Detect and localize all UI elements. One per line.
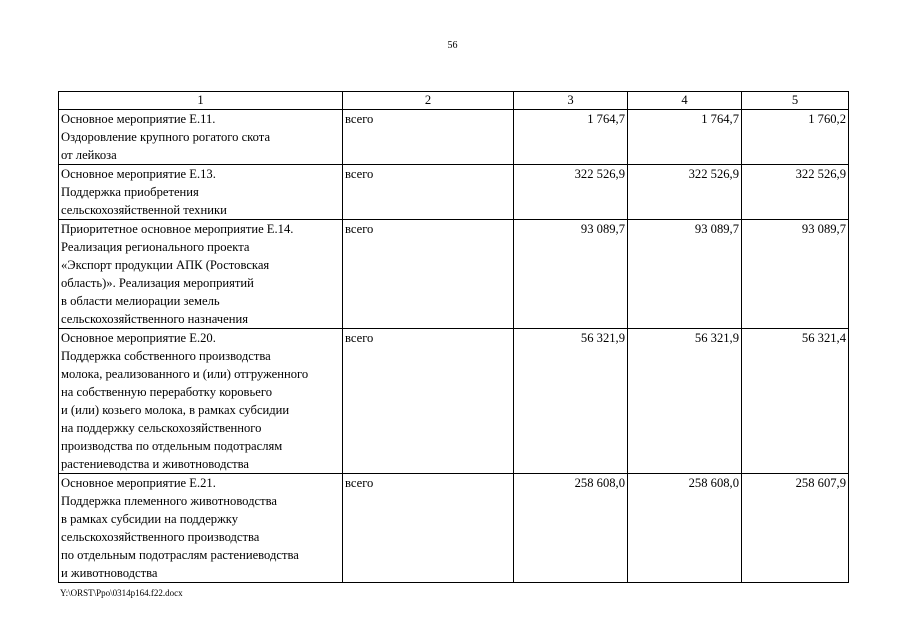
column-header-2: 2 xyxy=(343,92,514,110)
value-col3-cell: 1 764,7 xyxy=(514,110,628,165)
activity-name-line: в области мелиорации земель xyxy=(61,294,220,308)
activity-name-line: Поддержка приобретения xyxy=(61,185,199,199)
activity-name-line: Основное мероприятие Е.13. xyxy=(61,167,216,181)
activity-name-cell xyxy=(59,165,343,220)
value-col5-cell: 93 089,7 xyxy=(742,220,849,329)
value-col3-cell: 322 526,9 xyxy=(514,165,628,220)
column-header-3: 3 xyxy=(514,92,628,110)
value-col5-cell: 1 760,2 xyxy=(742,110,849,165)
activity-name-line: Поддержка собственного производства xyxy=(61,349,271,363)
activity-name-line: растениеводства и животноводства xyxy=(61,457,249,471)
value-col4-cell: 322 526,9 xyxy=(628,165,742,220)
value-col5-cell: 258 607,9 xyxy=(742,474,849,583)
table-row xyxy=(59,165,849,220)
table-header-row xyxy=(59,92,849,110)
activity-name-line: Основное мероприятие Е.20. xyxy=(61,331,216,345)
funding-kind-cell: всего xyxy=(343,110,514,165)
funding-kind-cell: всего xyxy=(343,474,514,583)
activity-name-line: «Экспорт продукции АПК (Ростовская xyxy=(61,258,270,272)
column-header-4: 4 xyxy=(628,92,742,110)
value-col5-cell: 56 321,4 xyxy=(742,329,849,474)
table-row xyxy=(59,329,849,474)
activity-name-line: Основное мероприятие Е.21. xyxy=(61,476,216,490)
table-row xyxy=(59,474,849,583)
value-col5-cell: 322 526,9 xyxy=(742,165,849,220)
table-row xyxy=(59,110,849,165)
value-col3-cell: 56 321,9 xyxy=(514,329,628,474)
activity-name-line: молока, реализованного и (или) отгруженного xyxy=(61,367,309,381)
column-header-5: 5 xyxy=(742,92,849,110)
funding-kind-cell: всего xyxy=(343,220,514,329)
activity-name-line: сельскохозяйственного назначения xyxy=(61,312,248,326)
activity-name-line: сельскохозяйственной техники xyxy=(61,203,227,217)
funding-kind-cell: всего xyxy=(343,329,514,474)
funding-kind-cell: всего xyxy=(343,165,514,220)
column-header-1: 1 xyxy=(59,92,343,110)
value-col3-cell: 93 089,7 xyxy=(514,220,628,329)
activity-name-line: Поддержка племенного животноводства xyxy=(61,494,277,508)
activity-name-line: Оздоровление крупного рогатого скота xyxy=(61,130,271,144)
activity-name-line: и (или) козьего молока, в рамках субсидии xyxy=(61,403,290,417)
activity-name-line: производства по отдельным подотраслям xyxy=(61,439,283,453)
activity-name-line: сельскохозяйственного производства xyxy=(61,530,260,544)
value-col3-cell: 258 608,0 xyxy=(514,474,628,583)
activity-name-line: от лейкоза xyxy=(61,148,117,162)
activity-name-line: по отдельным подотраслям растениеводства xyxy=(61,548,299,562)
value-col4-cell: 56 321,9 xyxy=(628,329,742,474)
activity-name-cell xyxy=(59,220,343,329)
activity-name-line: на поддержку сельскохозяйственного xyxy=(61,421,262,435)
activity-name-line: в рамках субсидии на поддержку xyxy=(61,512,239,526)
activity-name-cell xyxy=(59,110,343,165)
activity-name-line: Основное мероприятие Е.11. xyxy=(61,112,216,126)
activity-name-cell xyxy=(59,329,343,474)
value-col4-cell: 258 608,0 xyxy=(628,474,742,583)
activity-name-cell xyxy=(59,474,343,583)
activity-name-line: на собственную переработку коровьего xyxy=(61,385,272,399)
activity-name-line: Приоритетное основное мероприятие Е.14. xyxy=(61,222,294,236)
activity-name-line: область)». Реализация мероприятий xyxy=(61,276,254,290)
budget-table xyxy=(58,91,849,583)
activity-name-line: Реализация регионального проекта xyxy=(61,240,250,254)
file-path-footer: Y:\ORST\Ppo\0314p164.f22.docx xyxy=(60,588,183,598)
value-col4-cell: 93 089,7 xyxy=(628,220,742,329)
activity-name-line: и животноводства xyxy=(61,566,158,580)
page-number: 56 xyxy=(447,40,458,51)
value-col4-cell: 1 764,7 xyxy=(628,110,742,165)
table-row xyxy=(59,220,849,329)
